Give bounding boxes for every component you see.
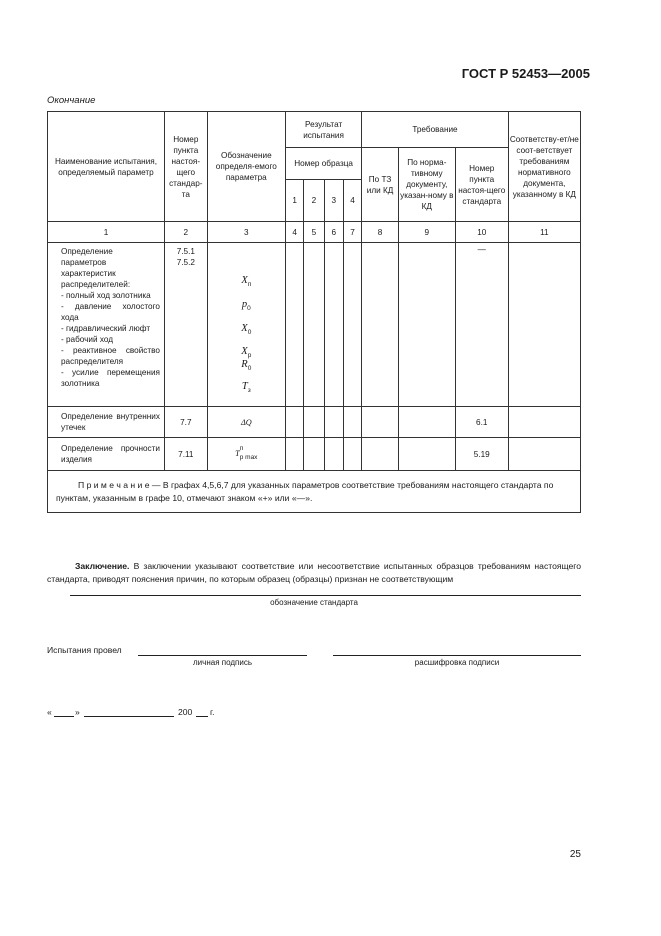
std-clause-cell: — — [455, 243, 508, 407]
test-name-cell: Определение внутренних утечек — [48, 407, 165, 438]
row-item: - давление холостого хода — [61, 302, 160, 322]
signature-line[interactable] — [138, 655, 307, 656]
clause-cell: 7.7 — [164, 407, 207, 438]
header-tz-kd: По ТЗ или КД — [362, 148, 399, 222]
param-symbol: $X_п$ — [241, 275, 252, 288]
standard-designation-line[interactable] — [70, 595, 581, 596]
signature-decode-caption: расшифровка подписи — [414, 658, 500, 667]
sample-cell — [324, 407, 343, 438]
header-compliance: Соответству-ет/не соот-ветствует требованиям нормативного документа, указанному в КД — [508, 112, 580, 222]
standard-designation-caption: обозначение стандарта — [270, 598, 358, 607]
std-clause-cell: 5.19 — [455, 438, 508, 471]
date-suffix: г. — [210, 707, 215, 717]
standard-code: ГОСТ Р 52453—2005 — [461, 66, 590, 81]
row-item: - гидравлический люфт — [61, 324, 151, 333]
compliance-cell — [508, 243, 580, 407]
table-row — [48, 243, 581, 407]
header-sample-2: 2 — [304, 180, 324, 222]
sample-cell — [285, 243, 303, 407]
row-item: - полный ход золотника — [61, 291, 151, 300]
signature-decode-line[interactable] — [333, 655, 581, 656]
clause-cell — [164, 243, 207, 407]
col-number: 7 — [343, 222, 361, 243]
test-name-cell — [48, 243, 165, 407]
tz-kd-cell — [362, 243, 399, 407]
sample-cell — [285, 407, 303, 438]
sample-cell — [324, 438, 343, 471]
sample-cell — [324, 243, 343, 407]
compliance-cell — [508, 438, 580, 471]
continuation-label: Окончание — [47, 95, 96, 106]
header-sample-number: Номер образца — [285, 148, 361, 180]
date-year-line[interactable] — [196, 716, 208, 717]
test-results-table — [47, 111, 581, 513]
row-item: - усилие перемещения золотника — [61, 368, 160, 388]
normative-doc-cell — [398, 243, 455, 407]
header-clause: Номер пункта настоя-щего стандар-та — [164, 112, 207, 222]
header-sample-3: 3 — [324, 180, 343, 222]
sample-cell — [304, 243, 324, 407]
std-clause-cell: 6.1 — [455, 407, 508, 438]
col-number: 6 — [324, 222, 343, 243]
col-number: 4 — [285, 222, 303, 243]
col-number: 2 — [164, 222, 207, 243]
tz-kd-cell — [362, 438, 399, 471]
symbol-cell — [207, 243, 285, 407]
col-number: 1 — [48, 222, 165, 243]
normative-doc-cell — [398, 438, 455, 471]
sample-cell — [304, 407, 324, 438]
header-normative-doc: По норма-тивному документу, указан-ному в КД — [398, 148, 455, 222]
conclusion-text: В заключении указывают соответствие или несоответствие испытанных образцов требованиям настоящего стандарта, приводят пояснения причин, по которым образец (образцы) признан не соответствующим — [47, 561, 582, 584]
conclusion-heading: Заключение. — [75, 561, 130, 571]
header-param-designation: Обозначение определя-емого параметра — [207, 112, 285, 222]
param-symbol: T п р max — [207, 438, 285, 471]
header-sample-1: 1 — [285, 180, 303, 222]
sample-cell — [343, 407, 361, 438]
row-item: Определение параметров характеристик распределителей: — [61, 247, 131, 289]
date-month-line[interactable] — [84, 716, 174, 717]
col-number: 11 — [508, 222, 580, 243]
table-row — [48, 407, 581, 438]
signature-label: Испытания провел — [47, 645, 122, 655]
sample-cell — [285, 438, 303, 471]
header-test-name: Наименование испытания, определяемый параметр — [48, 112, 165, 222]
col-number: 10 — [455, 222, 508, 243]
page-number: 25 — [569, 849, 581, 860]
date-day-line[interactable] — [54, 716, 74, 717]
row-item: - реактивное свойство распределителя — [61, 346, 160, 366]
column-numbers-row — [48, 222, 581, 243]
header-result: Результат испытания — [285, 112, 361, 148]
col-number: 3 — [207, 222, 285, 243]
clause-cell: 7.11 — [164, 438, 207, 471]
header-sample-4: 4 — [343, 180, 361, 222]
table-row — [48, 438, 581, 471]
param-symbol: $X_0$ — [241, 323, 252, 336]
col-number: 8 — [362, 222, 399, 243]
table-note: П р и м е ч а н и е — В графах 4,5,6,7 для указанных параметров соответствие требованиям настоящего стандарта по пунктам, указанным в графе 10, отмечают знаком «+» или «—». — [48, 471, 581, 513]
compliance-cell — [508, 407, 580, 438]
signature-caption: личная подпись — [193, 658, 252, 667]
header-requirement: Требование — [362, 112, 508, 148]
normative-doc-cell — [398, 407, 455, 438]
param-symbol: $T_з$ — [241, 381, 251, 394]
param-symbol: $R_0$ — [241, 359, 252, 372]
sample-cell — [343, 243, 361, 407]
clause-value: 7.5.2 — [176, 258, 195, 267]
sample-cell — [304, 438, 324, 471]
tz-kd-cell — [362, 407, 399, 438]
row-item: - рабочий ход — [61, 335, 114, 344]
sample-cell — [343, 438, 361, 471]
date-year: 200 — [178, 707, 193, 717]
date-open-quote: « — [47, 707, 52, 717]
conclusion-paragraph — [47, 560, 581, 586]
header-std-clause: Номер пункта настоя-щего стандарта — [455, 148, 508, 222]
test-name-cell: Определение прочности изделия — [48, 438, 165, 471]
param-symbol: $X_р$ — [241, 346, 252, 359]
col-number: 9 — [398, 222, 455, 243]
date-close-quote: » — [75, 707, 80, 717]
col-number: 5 — [304, 222, 324, 243]
clause-value: 7.5.1 — [176, 247, 195, 256]
param-symbol: $p_0$ — [241, 299, 251, 312]
param-symbol: ΔQ — [207, 407, 285, 438]
